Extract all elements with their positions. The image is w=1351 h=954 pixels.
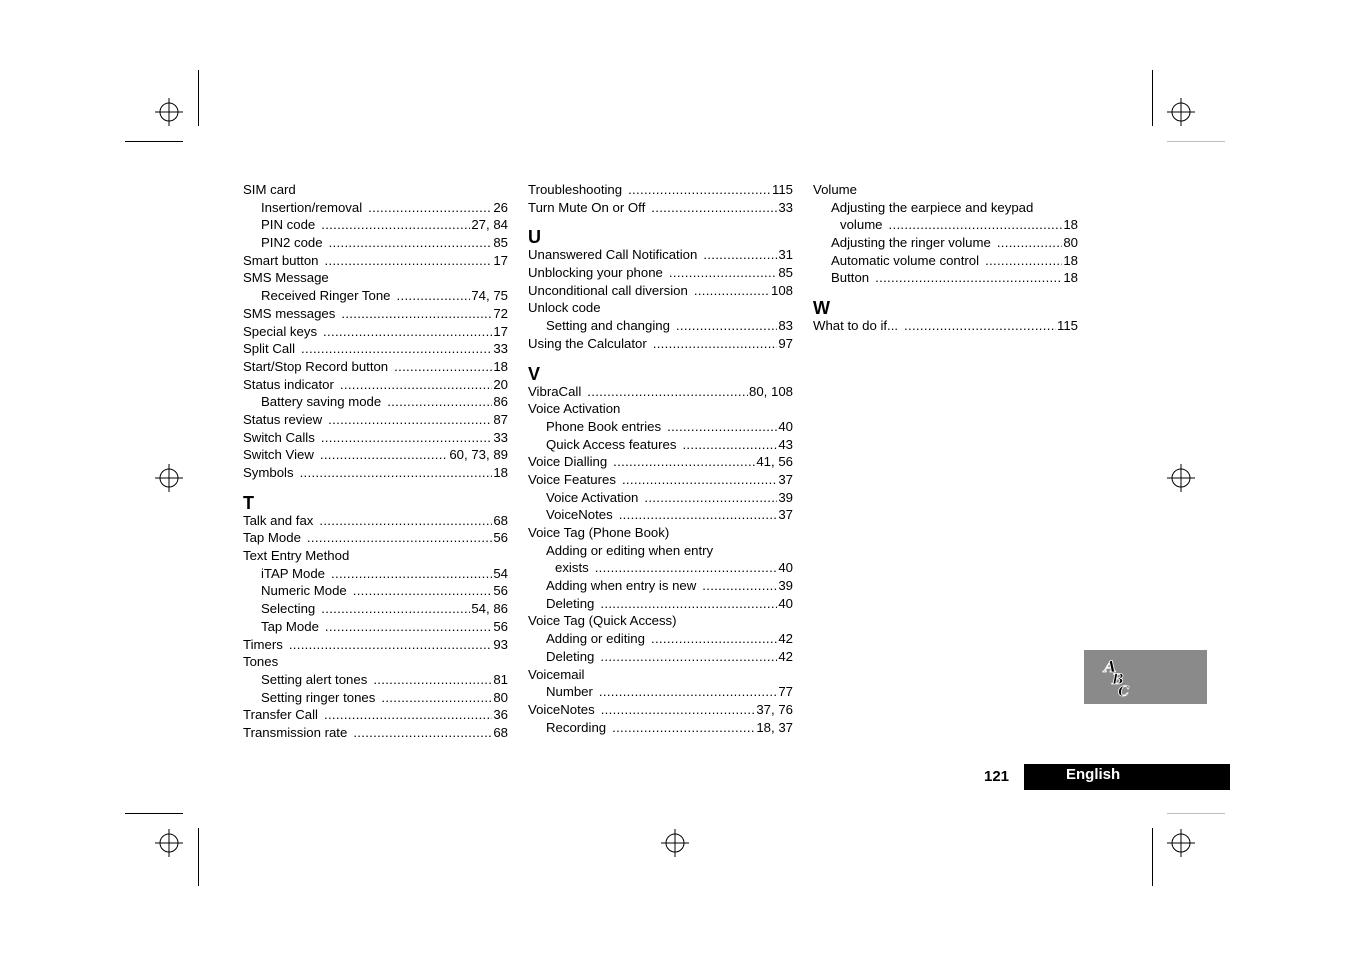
index-entry-term: SMS Message [243, 270, 329, 286]
index-entry-term: Voice Dialling [528, 454, 608, 470]
dot-leader [323, 323, 492, 341]
index-entry-term: Timers [243, 636, 283, 652]
dot-leader [387, 393, 492, 411]
index-entry [243, 216, 508, 234]
index-tab-abc-icon [1084, 650, 1207, 704]
index-entry-page: 97 [778, 335, 793, 351]
index-entry-term: Status review [243, 411, 323, 427]
index-entry-term: Voice Activation [546, 489, 639, 505]
index-entry-term: PIN2 code [261, 235, 323, 251]
index-entry-term: Text Entry Method [243, 548, 350, 564]
index-entry-term: Talk and fax [243, 512, 314, 528]
index-entry-term: Adjusting the ringer volume [831, 235, 991, 251]
dot-leader [321, 216, 470, 234]
index-entry-page: 17 [493, 252, 508, 268]
index-entry-page: 87 [493, 411, 508, 427]
index-entry [813, 317, 1078, 335]
index-entry-page: 27, 84 [471, 217, 508, 233]
index-entry [243, 340, 508, 358]
index-entry [528, 181, 793, 199]
index-entry [528, 701, 793, 719]
index-entry [243, 181, 508, 199]
index-entry [528, 630, 793, 648]
index-entry-page: 37, 76 [756, 701, 793, 717]
index-entry [528, 453, 793, 471]
crop-line [1167, 813, 1225, 814]
index-column [528, 181, 793, 736]
dot-leader [667, 418, 777, 436]
index-entry [813, 181, 1078, 199]
index-entry-page: 115 [1056, 318, 1078, 334]
dot-leader [694, 282, 770, 300]
index-entry-term: Phone Book entries [546, 418, 662, 434]
dot-leader [619, 506, 778, 524]
index-entry [528, 524, 793, 542]
index-entry-page: 18 [1063, 270, 1078, 286]
index-entry-term: Voice Activation [528, 401, 621, 417]
index-entry [528, 648, 793, 666]
dot-leader [600, 648, 777, 666]
index-entry-page: 56 [493, 530, 508, 546]
index-entry [528, 335, 793, 353]
index-entry [528, 264, 793, 282]
dot-leader [669, 264, 777, 282]
index-entry-term: Numeric Mode [261, 583, 347, 599]
dot-leader [321, 429, 493, 447]
index-entry-page: 54 [493, 565, 508, 581]
index-column [243, 181, 508, 742]
index-entry [243, 547, 508, 565]
index-entry [528, 612, 793, 630]
index-entry [528, 471, 793, 489]
index-entry [813, 269, 1078, 287]
dot-leader [644, 489, 777, 507]
index-entry-term: Setting alert tones [261, 671, 368, 687]
svg-text:A: A [1104, 657, 1117, 676]
crop-line [1152, 828, 1153, 886]
index-letter-heading: V [528, 363, 541, 384]
registration-mark-icon [1167, 464, 1195, 492]
index-entry [243, 582, 508, 600]
dot-leader [328, 411, 492, 429]
dot-leader [653, 335, 778, 353]
dot-leader [613, 453, 755, 471]
index-entry [243, 323, 508, 341]
dot-leader [325, 618, 492, 636]
registration-mark-icon [661, 829, 689, 857]
svg-text:C: C [1118, 684, 1130, 700]
index-entry-page: 56 [493, 583, 508, 599]
index-entry-term: Recording [546, 719, 607, 735]
index-entry-page: 41, 56 [756, 454, 793, 470]
index-entry-page: 83 [778, 318, 793, 334]
index-entry [243, 618, 508, 636]
index-entry-page: 40 [778, 560, 793, 576]
index-letter-heading: W [813, 298, 830, 319]
dot-leader [340, 376, 492, 394]
index-entry [528, 246, 793, 264]
dot-leader [651, 630, 777, 648]
index-entry [813, 234, 1078, 252]
index-entry-term: VibraCall [528, 383, 582, 399]
index-entry [243, 689, 508, 707]
index-entry [528, 400, 793, 418]
index-entry [528, 542, 793, 560]
dot-leader [612, 719, 755, 737]
index-entry-term: Adding when entry is new [546, 578, 697, 594]
dot-leader [381, 689, 492, 707]
dot-leader [601, 701, 756, 719]
index-entry-term: Switch Calls [243, 429, 315, 445]
index-entry-term: PIN code [261, 217, 316, 233]
crop-line [1167, 141, 1225, 142]
index-entry-page: 39 [778, 489, 793, 505]
index-entry [243, 252, 508, 270]
index-entry-page: 18 [493, 465, 508, 480]
index-entry-term: Split Call [243, 341, 296, 357]
index-entry [528, 317, 793, 335]
dot-leader [595, 559, 778, 577]
index-entry-term: VoiceNotes [528, 701, 595, 717]
index-entry-term: Unconditional call diversion [528, 282, 688, 298]
dot-leader [985, 252, 1062, 270]
index-entry [243, 512, 508, 530]
index-entry-term: Tap Mode [243, 530, 301, 546]
index-entry [528, 299, 793, 317]
index-entry-term: Unblocking your phone [528, 265, 663, 281]
index-entry [528, 436, 793, 454]
index-entry-page: 77 [778, 684, 793, 700]
index-entry-page: 36 [493, 707, 508, 723]
dot-leader [702, 577, 777, 595]
index-entry-term: Voice Features [528, 471, 616, 487]
dot-leader [341, 305, 492, 323]
index-entry-page: 40 [778, 418, 793, 434]
index-entry [243, 653, 508, 671]
dot-leader [622, 471, 777, 489]
index-entry-page: 40 [778, 595, 793, 611]
index-entry-term: Status indicator [243, 376, 334, 392]
dot-leader [703, 246, 777, 264]
crop-line [125, 141, 183, 142]
index-entry [528, 595, 793, 613]
index-entry-page: 31 [778, 247, 793, 263]
index-entry-page: 18 [1063, 217, 1078, 233]
index-entry-term: Smart button [243, 252, 319, 268]
index-entry-page: 86 [493, 394, 508, 410]
index-entry-term: Special keys [243, 323, 318, 339]
index-entry [528, 506, 793, 524]
index-entry-page: 115 [771, 182, 793, 197]
index-entry-page: 17 [493, 323, 508, 339]
index-entry [243, 706, 508, 724]
index-entry-term: Number [546, 684, 593, 700]
index-entry [243, 199, 508, 217]
index-entry-term: Voicemail [528, 666, 585, 682]
dot-leader [324, 706, 492, 724]
index-entry [243, 376, 508, 394]
index-entry-page: 26 [493, 199, 508, 215]
index-entry-page: 74, 75 [471, 288, 508, 304]
index-entry [243, 358, 508, 376]
index-entry [813, 252, 1078, 270]
dot-leader [368, 199, 492, 217]
index-entry-term: Tap Mode [261, 618, 319, 634]
index-entry-page: 56 [493, 618, 508, 634]
index-entry-term: Battery saving mode [261, 394, 382, 410]
dot-leader [676, 317, 777, 335]
index-entry-term: Selecting [261, 601, 316, 617]
index-entry-page: 93 [493, 636, 508, 652]
dot-leader [300, 464, 493, 482]
index-entry-page: 39 [778, 578, 793, 594]
index-entry-term: What to do if... [813, 318, 899, 334]
index-letter-heading: T [243, 492, 254, 513]
crop-line [125, 813, 183, 814]
language-label: English [1066, 766, 1121, 783]
index-entry-term: Unanswered Call Notification [528, 247, 698, 263]
index-entry-page: 37 [778, 507, 793, 523]
index-entry-term: Button [831, 270, 870, 286]
index-entry-term: Troubleshooting [528, 182, 623, 197]
index-entry [243, 529, 508, 547]
index-entry-term: Using the Calculator [528, 335, 647, 351]
index-entry-page: 80, 108 [749, 383, 793, 399]
index-entry-term: Adding or editing [546, 631, 645, 647]
index-entry [243, 411, 508, 429]
index-entry-term: iTAP Mode [261, 565, 326, 581]
registration-mark-icon [155, 98, 183, 126]
svg-text:B: B [1112, 672, 1124, 688]
index-entry-term: Deleting [546, 648, 595, 664]
dot-leader [301, 340, 492, 358]
index-entry-page: 60, 73, 89 [449, 447, 508, 463]
dot-leader [904, 317, 1056, 335]
index-entry-term: Received Ringer Tone [261, 288, 391, 304]
abc-letters-icon [1098, 656, 1148, 700]
index-entry-term: Turn Mute On or Off [528, 199, 646, 215]
index-entry [528, 383, 793, 401]
crop-line [1152, 70, 1153, 126]
dot-leader [600, 595, 777, 613]
index-entry-term: Automatic volume control [831, 252, 980, 268]
index-entry [528, 666, 793, 684]
index-entry [243, 724, 508, 742]
index-entry-term: Transfer Call [243, 707, 318, 723]
dot-leader [628, 181, 771, 199]
dot-leader [682, 436, 777, 454]
index-entry-page: 18 [493, 358, 508, 374]
dot-leader [599, 683, 777, 701]
dot-leader [997, 234, 1063, 252]
index-entry-term: Deleting [546, 595, 595, 611]
index-entry [528, 577, 793, 595]
dot-leader [331, 565, 492, 583]
index-entry-term: Voice Tag (Phone Book) [528, 525, 670, 540]
registration-mark-icon [1167, 98, 1195, 126]
index-entry [813, 199, 1078, 217]
index-entry-term: Start/Stop Record button [243, 358, 389, 374]
dot-leader [353, 582, 493, 600]
index-entry-page: 68 [493, 724, 508, 740]
index-entry-term: SIM card [243, 182, 296, 197]
index-entry-page: 108 [770, 282, 793, 298]
index-entry-page: 81 [493, 671, 508, 687]
dot-leader [373, 671, 492, 689]
dot-leader [889, 216, 1063, 234]
index-entry-page: 80 [493, 689, 508, 705]
dot-leader [329, 234, 493, 252]
index-entry-page: 80 [1063, 235, 1078, 251]
index-entry [528, 199, 793, 217]
index-entry [243, 269, 508, 287]
dot-leader [289, 636, 493, 654]
index-entry-page: 20 [493, 376, 508, 392]
index-entry [243, 446, 508, 464]
index-entry-term: Symbols [243, 465, 294, 480]
index-entry [243, 429, 508, 447]
index-entry [243, 393, 508, 411]
index-entry-page: 68 [493, 512, 508, 528]
index-entry-term: SMS messages [243, 305, 336, 321]
index-entry-term: Adding or editing when entry [546, 542, 714, 558]
index-entry [528, 282, 793, 300]
index-entry-page: 85 [493, 235, 508, 251]
index-entry-page: 18 [1063, 252, 1078, 268]
index-entry-term: Setting ringer tones [261, 689, 376, 705]
index-entry [243, 464, 508, 482]
index-entry-term: Unlock code [528, 300, 601, 316]
index-entry-page: 85 [778, 265, 793, 281]
index-entry [243, 234, 508, 252]
index-entry-page: 37 [778, 471, 793, 487]
dot-leader [319, 512, 492, 530]
dot-leader [325, 252, 493, 270]
index-entry-page: 72 [493, 305, 508, 321]
registration-mark-icon [1167, 829, 1195, 857]
dot-leader [651, 199, 777, 217]
index-entry [528, 418, 793, 436]
index-column [813, 181, 1078, 335]
index-entry-term: Switch View [243, 447, 314, 463]
index-entry [243, 565, 508, 583]
index-entry [243, 636, 508, 654]
index-entry-term: Quick Access features [546, 436, 677, 452]
registration-mark-icon [155, 464, 183, 492]
index-entry [243, 305, 508, 323]
index-entry-term: Volume [813, 182, 857, 197]
index-entry-term: Setting and changing [546, 318, 670, 334]
index-entry [528, 683, 793, 701]
index-entry [813, 216, 1078, 234]
crop-line [198, 828, 199, 886]
dot-leader [394, 358, 492, 376]
index-entry [528, 489, 793, 507]
index-entry-page: 54, 86 [471, 601, 508, 617]
index-entry-term: volume [840, 217, 883, 233]
index-entry-term: Tones [243, 654, 279, 670]
page-number: 121 [984, 768, 1010, 785]
index-entry-term: Adjusting the earpiece and keypad [831, 199, 1034, 215]
index-letter-heading: U [528, 227, 541, 248]
language-tab [1024, 764, 1230, 790]
index-entry-page: 42 [778, 648, 793, 664]
index-entry [528, 559, 793, 577]
index-entry-term: Transmission rate [243, 724, 348, 740]
index-entry-page: 33 [778, 199, 793, 215]
index-entry-term: Insertion/removal [261, 199, 363, 215]
index-entry-term: VoiceNotes [546, 507, 613, 523]
index-entry-page: 43 [778, 436, 793, 452]
dot-leader [307, 529, 492, 547]
dot-leader [320, 446, 448, 464]
dot-leader [397, 287, 471, 305]
dot-leader [321, 600, 470, 618]
index-entry [243, 287, 508, 305]
index-entry-term: Voice Tag (Quick Access) [528, 613, 677, 629]
index-entry-page: 42 [778, 631, 793, 647]
index-entry [243, 671, 508, 689]
index-entry-page: 33 [493, 341, 508, 357]
registration-mark-icon [155, 829, 183, 857]
index-entry-term: exists [555, 560, 589, 576]
index-entry [243, 600, 508, 618]
index-entry-page: 33 [493, 429, 508, 445]
crop-line [198, 70, 199, 126]
index-entry [528, 719, 793, 737]
dot-leader [587, 383, 748, 401]
dot-leader [875, 269, 1062, 287]
index-entry-page: 18, 37 [756, 719, 793, 735]
dot-leader [353, 724, 492, 742]
